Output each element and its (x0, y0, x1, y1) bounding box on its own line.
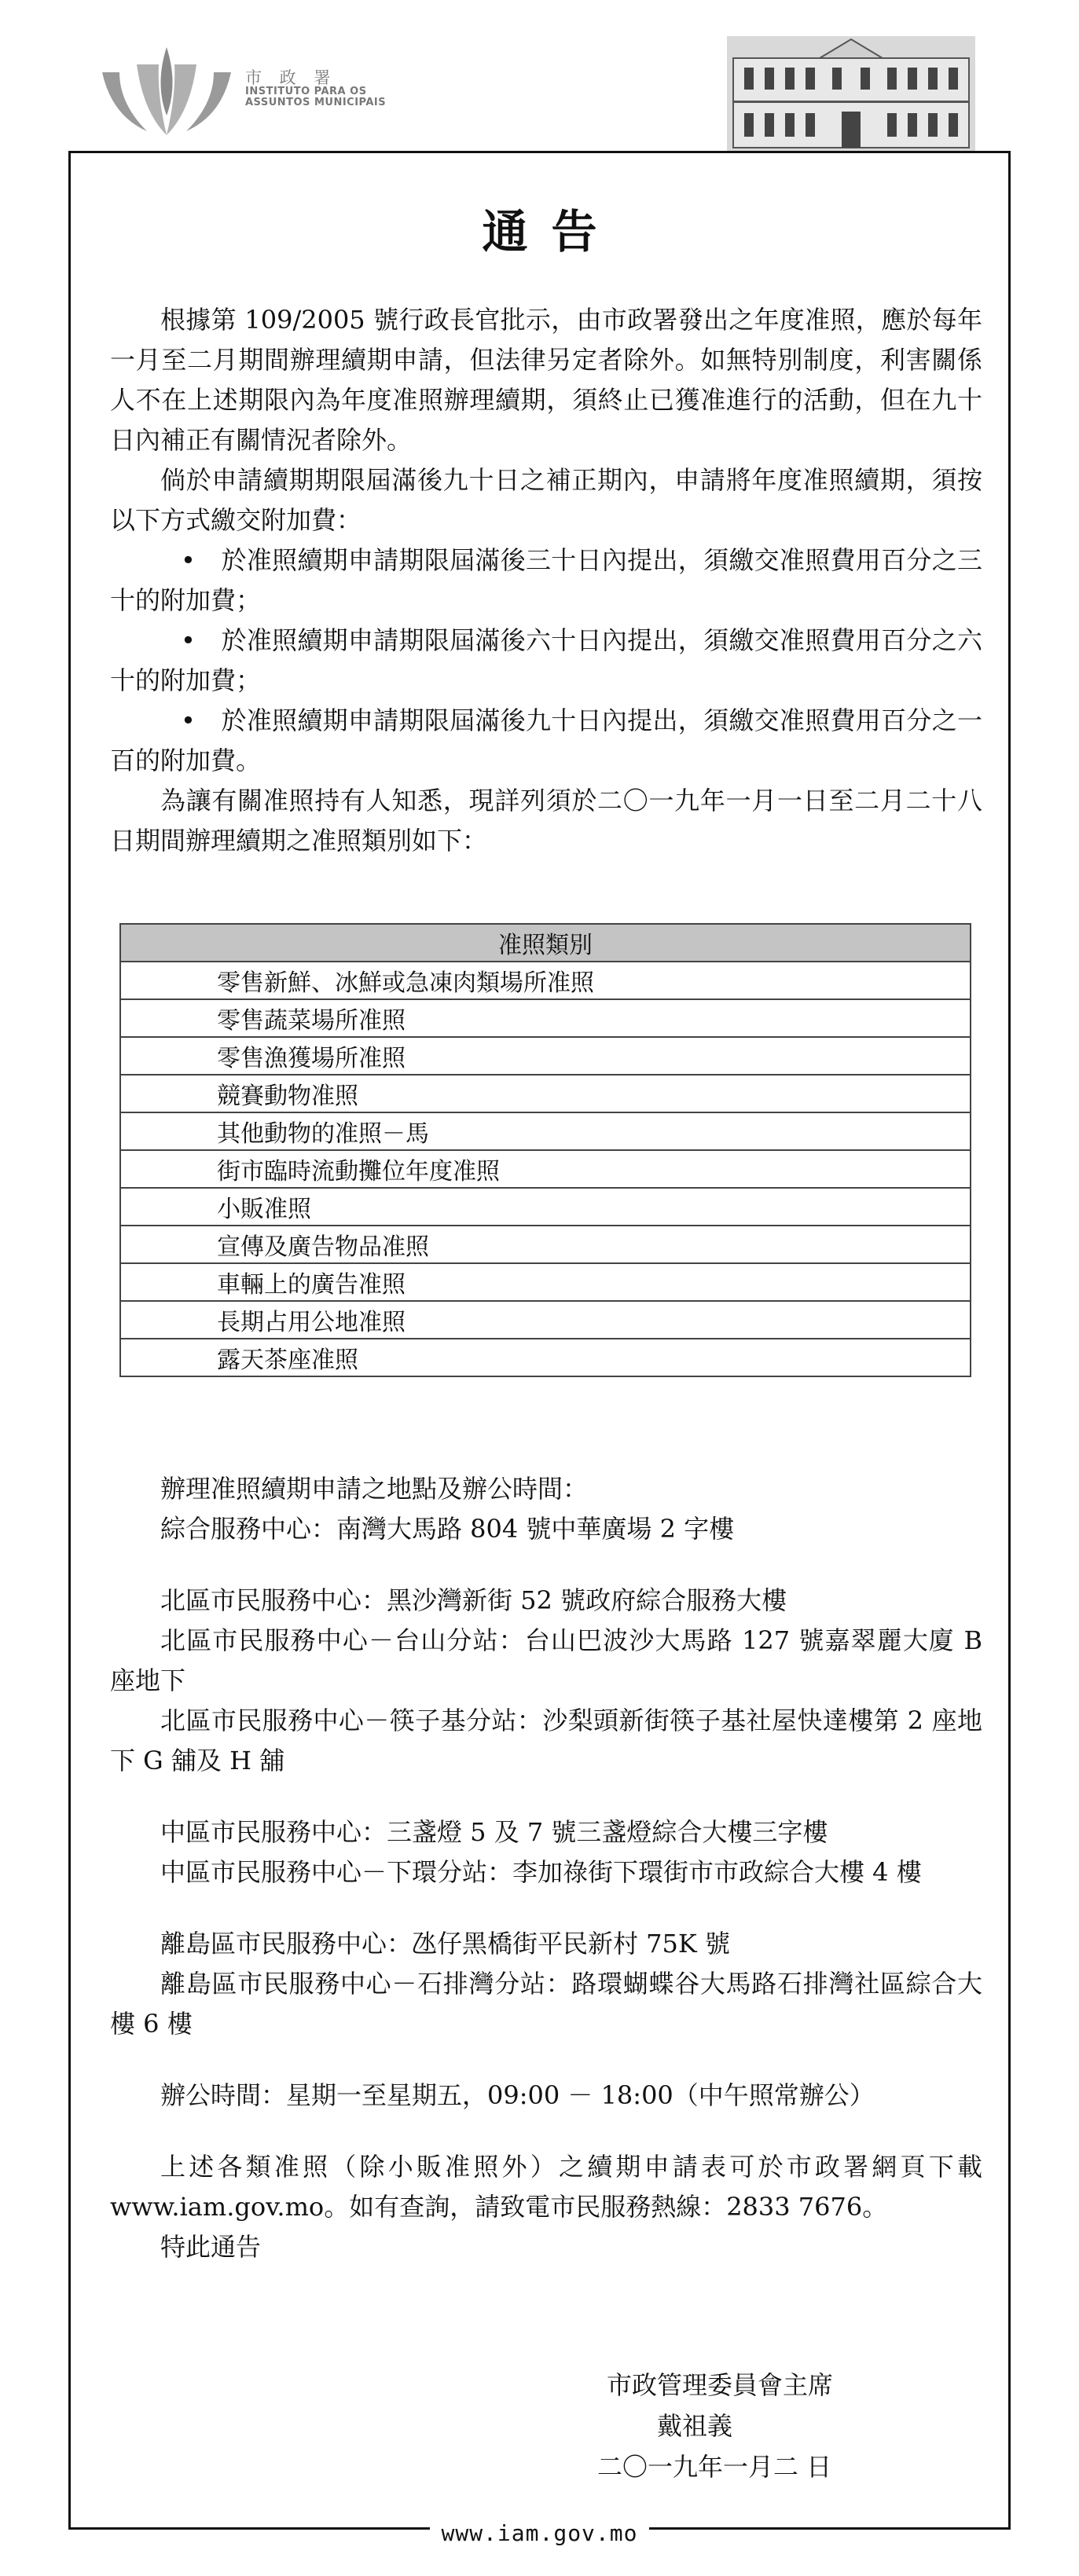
office-north: 北區市民服務中心：黑沙灣新街 52 號政府綜合服務大樓 (160, 1585, 787, 1615)
signatory-position: 市政管理委員會主席 (607, 2370, 834, 2400)
table-header-cell: 准照類別 (120, 924, 971, 962)
table-row (120, 962, 971, 999)
license-type-cell: 零售蔬菜場所准照 (120, 999, 971, 1037)
municipal-building-icon (727, 36, 975, 152)
download-info: 上述各類准照（除小販准照外）之續期申請表可於市政署網頁下載 www.iam.gov.mo。如有查詢，請致電市民服務熱線：2833 7676。 (110, 2152, 982, 2222)
table-row (120, 1112, 971, 1150)
website-url: www.iam.gov.mo (430, 2520, 648, 2546)
license-type-cell: 其他動物的准照－馬 (120, 1112, 971, 1150)
notice-paragraph-3: 為讓有關准照持有人知悉，現詳列須於二〇一九年一月一日至二月二十八日期間辦理續期之准照類別如下： (110, 786, 982, 856)
office-middle: 中區市民服務中心：三盞燈 5 及 7 號三盞燈綜合大樓三字樓 (160, 1817, 828, 1847)
license-type-cell: 小販准照 (120, 1188, 971, 1226)
office-islands-seac-pai-van: 離島區市民服務中心－石排灣分站：路環蝴蝶谷大馬路石排灣社區綜合大樓 6 樓 (110, 1969, 982, 2039)
notice-title: 通告 (482, 205, 621, 258)
office-north-toishan: 北區市民服務中心－台山分站：台山巴波沙大馬路 127 號嘉翠麗大廈 B 座地下 (110, 1625, 982, 1695)
table-row (120, 1301, 971, 1339)
iam-logo-icon (88, 41, 245, 143)
office-hours: 辦公時間：星期一至星期五，09:00 － 18:00（中午照常辦公） (160, 2080, 875, 2110)
table-row (120, 1339, 971, 1376)
office-middle-ha-wan: 中區市民服務中心－下環分站：李加祿街下環街市市政綜合大樓 4 樓 (160, 1857, 922, 1887)
table-row (120, 1075, 971, 1112)
table-row (120, 1226, 971, 1263)
surcharge-bullet-60: • 於准照續期申請期限屆滿後六十日內提出，須繳交准照費用百分之六十的附加費； (110, 625, 982, 695)
table-row (120, 1037, 971, 1075)
notice-paragraph-1: 根據第 109/2005 號行政長官批示，由市政署發出之年度准照，應於每年一月至二月期間辦理續期申請，但法律另定者除外。如無特別制度，利害關係人不在上述期限內為年度准照辦理續期，須終止已獲准進行的活動，但在九十日內補正有關情況者除外。 (110, 305, 982, 455)
surcharge-bullet-30: • 於准照續期申請期限屆滿後三十日內提出，須繳交准照費用百分之三十的附加費； (110, 545, 982, 615)
offices-intro: 辦理准照續期申請之地點及辦公時間： (160, 1474, 589, 1504)
table-header-row (120, 924, 971, 962)
license-type-cell: 零售漁獲場所准照 (120, 1037, 971, 1075)
license-type-cell: 長期占用公地准照 (120, 1301, 971, 1339)
org-name-pt-line2: ASSUNTOS MUNICIPAIS (245, 96, 387, 108)
license-category-table (119, 923, 971, 1377)
license-type-cell: 露天茶座准照 (120, 1339, 971, 1376)
license-type-cell: 競賽動物准照 (120, 1075, 971, 1112)
office-north-fai-chi-kei: 北區市民服務中心－筷子基分站：沙梨頭新街筷子基社屋快達樓第 2 座地下 G 舖及 H 舖 (110, 1706, 982, 1775)
table-row (120, 1150, 971, 1188)
footer (0, 2520, 1079, 2546)
org-name (245, 69, 386, 108)
page-header (0, 0, 1079, 149)
notice-body (110, 300, 982, 861)
signatory-name: 戴祖義 (657, 2411, 733, 2441)
table-row (120, 999, 971, 1037)
office-islands: 離島區市民服務中心：氹仔黑橋街平民新村 75K 號 (160, 1929, 730, 1959)
table-row (120, 1188, 971, 1226)
org-name-pt-line1: INSTITUTO PARA OS (245, 86, 367, 98)
license-type-cell: 零售新鮮、冰鮮或急凍肉類場所准照 (120, 962, 971, 999)
license-type-cell: 車輛上的廣告准照 (120, 1263, 971, 1301)
surcharge-bullet-100: • 於准照續期申請期限屆滿後九十日內提出，須繳交准照費用百分之一百的附加費。 (110, 705, 982, 775)
signature-date: 二〇一九年一月二 日 (597, 2452, 832, 2482)
license-type-cell: 宣傳及廣告物品准照 (120, 1226, 971, 1263)
service-centres (110, 1469, 982, 2267)
license-type-cell: 街市臨時流動攤位年度准照 (120, 1150, 971, 1188)
office-central: 綜合服務中心：南灣大馬路 804 號中華廣場 2 字樓 (160, 1514, 735, 1544)
org-name-zh: 市 政 署 (245, 68, 337, 87)
notice-paragraph-2: 倘於申請續期期限屆滿後九十日之補正期內，申請將年度准照續期，須按以下方式繳交附加費： (110, 465, 982, 535)
announce-text: 特此通告 (160, 2232, 262, 2262)
table-row (120, 1263, 971, 1301)
